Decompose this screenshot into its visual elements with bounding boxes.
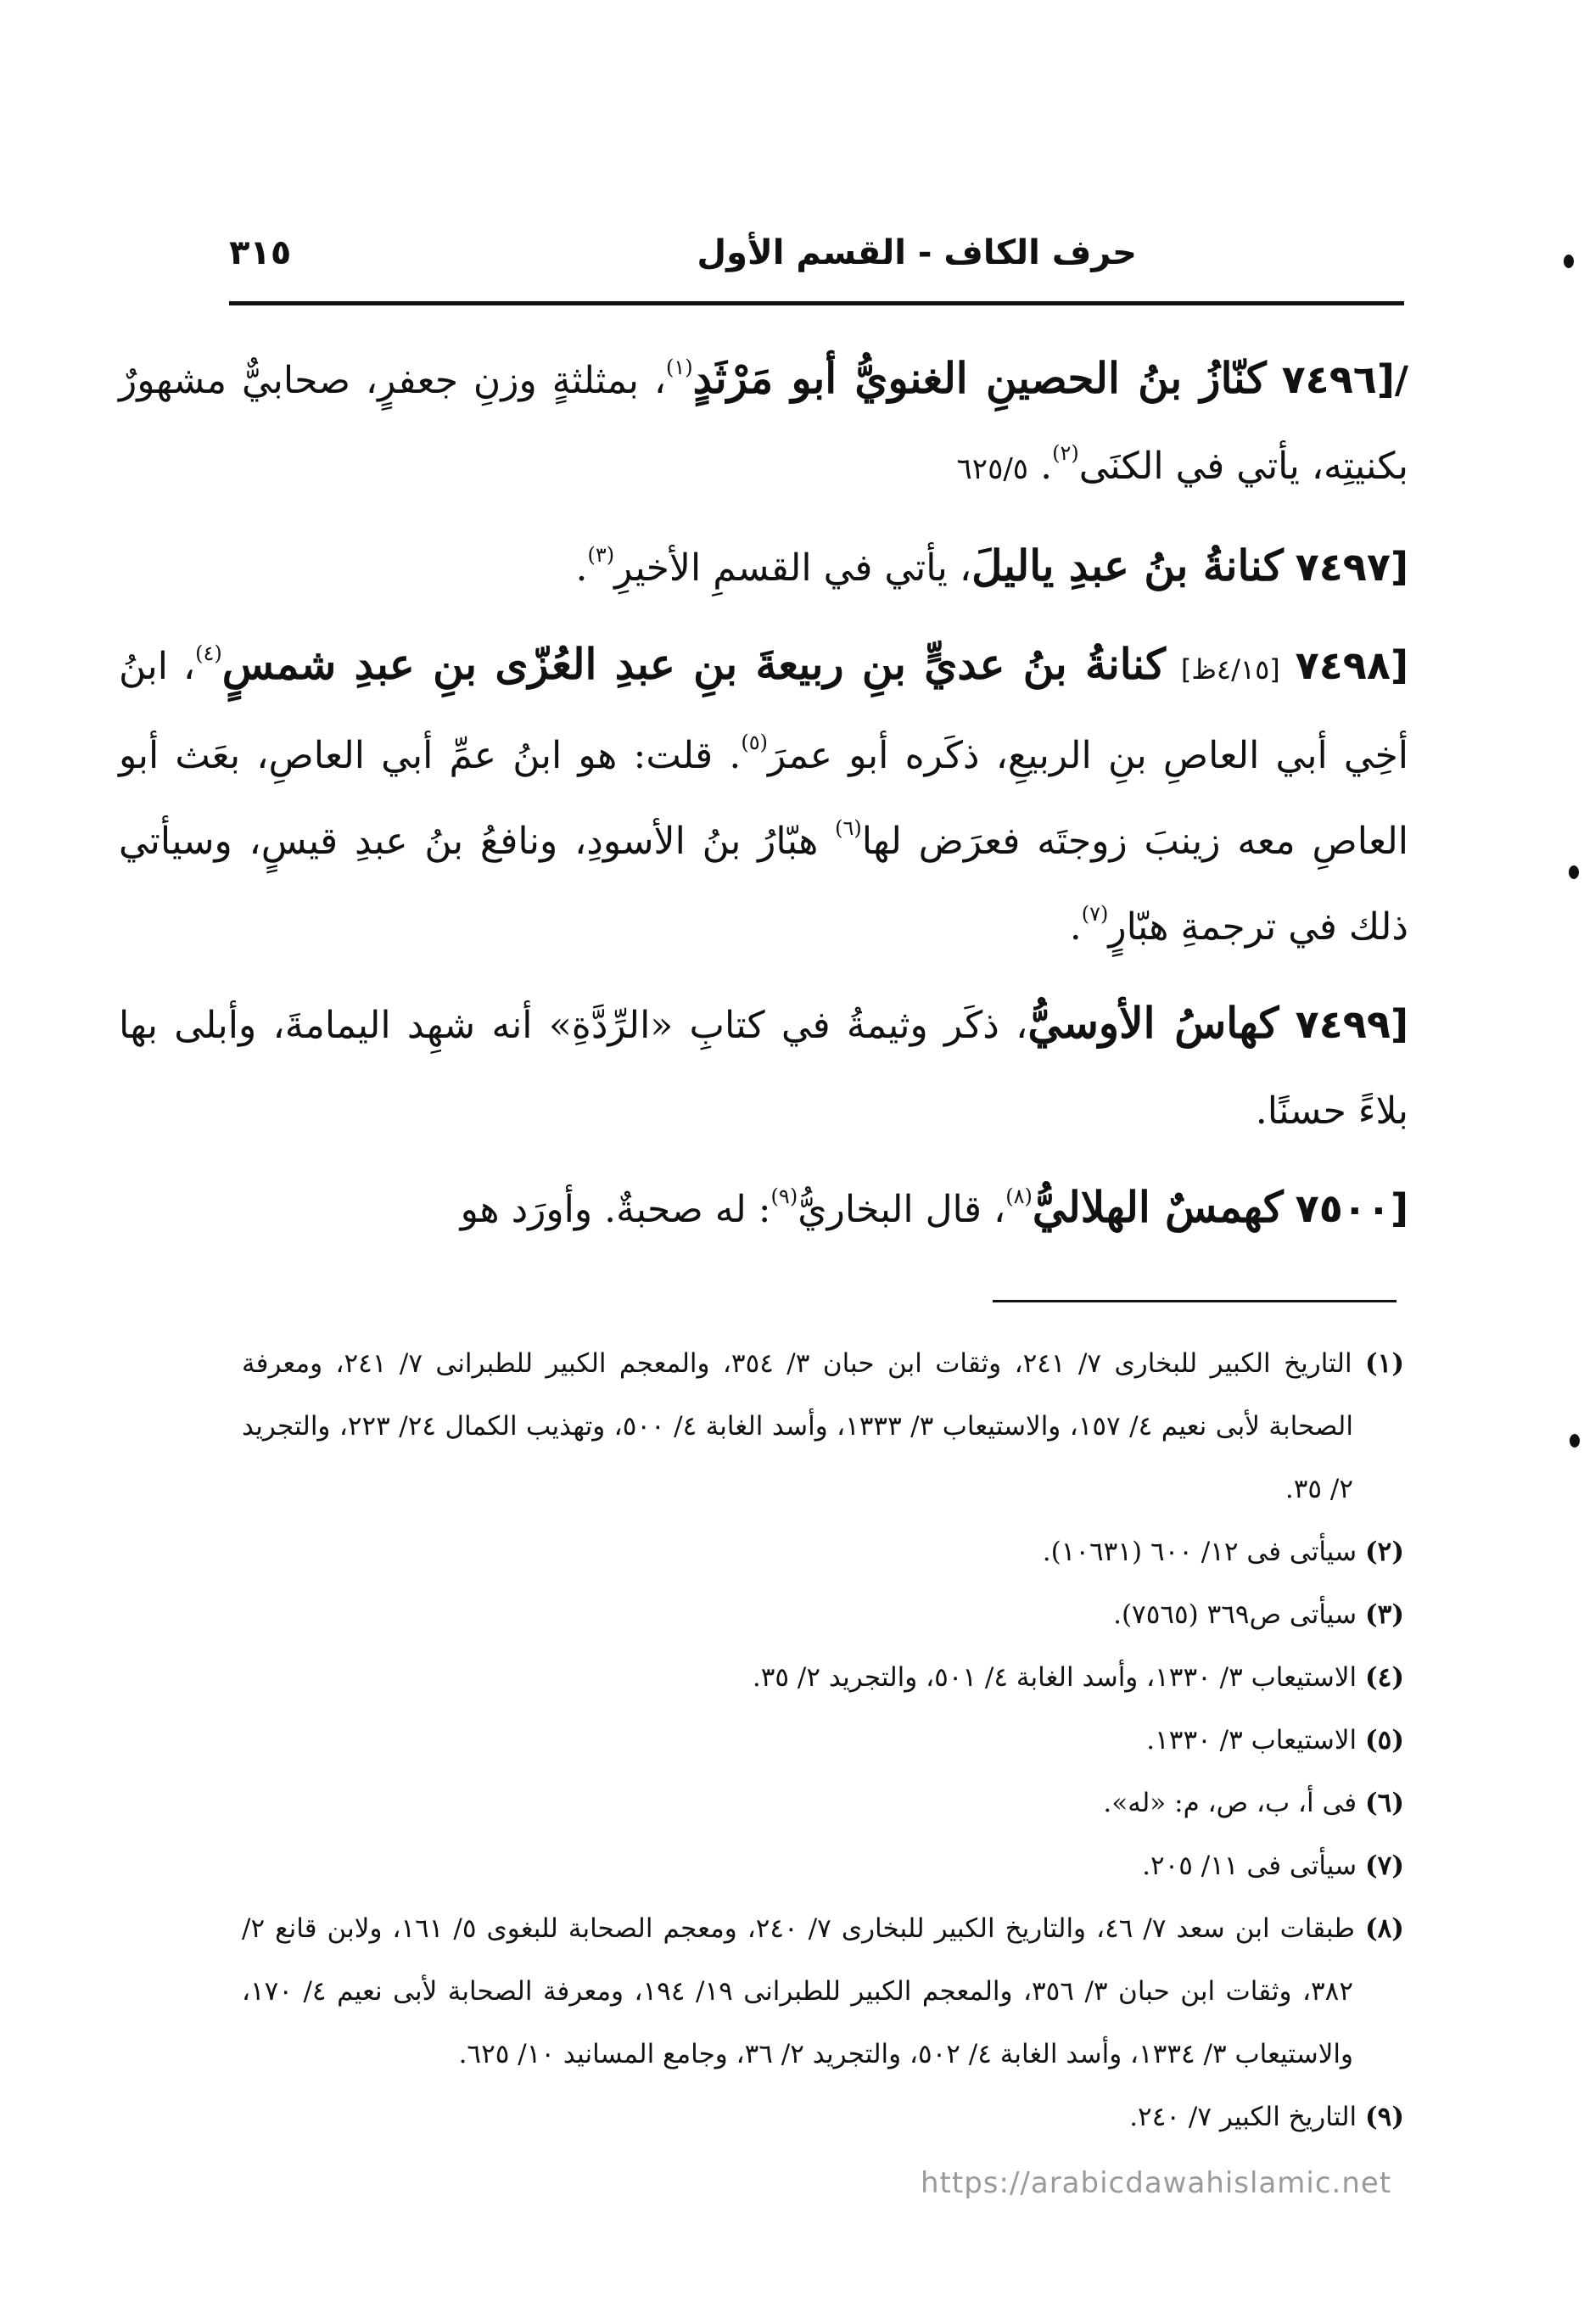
footnote-text: الاستيعاب ٣/ ١٣٣٠، وأسد الغابة ٤/ ٥٠١، والتجريد ٢/ ٣٥. xyxy=(752,1662,1357,1693)
entry-7499 xyxy=(119,980,1408,1154)
footnote-ref: (٥) xyxy=(741,731,769,754)
footnote-text: الاستيعاب ٣/ ١٣٣٠. xyxy=(1146,1725,1357,1756)
entry-text: ، ابنُ أخِي أبي العاصِ بنِ الربيعِ، ذكَره أبو عمرَ xyxy=(119,645,1409,777)
entry-text: ، يأتي في القسمِ الأخيرِ xyxy=(614,546,972,590)
footnote-ref: (٣) xyxy=(587,543,615,567)
footnote-rule xyxy=(993,1300,1396,1302)
footnote-ref: (٩) xyxy=(770,1184,798,1208)
footnote-label: (٣) xyxy=(1365,1599,1404,1630)
footnote-ref: (٤) xyxy=(195,641,222,665)
scan-mark xyxy=(1569,865,1579,879)
footnote-ref: (٦) xyxy=(835,816,862,840)
entry-text: هبّارُ بنُ الأسودِ، ونافعُ بنُ عبدِ قيسٍ، وسيأتي ذلك في ترجمةِ هبّارٍ xyxy=(119,820,1408,949)
footnote-label: (٢) xyxy=(1365,1537,1404,1567)
footnote-5 xyxy=(242,1709,1404,1772)
watermark: https://arabicdawahislamic.net xyxy=(921,2166,1392,2200)
footnote-label: (١) xyxy=(1365,1348,1404,1379)
entry-7496 xyxy=(119,335,1408,512)
entry-name: كنّازُ بنُ الحصينِ الغنويُّ أبو مَرْثَدٍ xyxy=(692,353,1267,403)
footnote-label: (٤) xyxy=(1365,1662,1404,1693)
footnote-text: سيأتى ص٣٦٩ (٧٥٦٥). xyxy=(1113,1599,1357,1630)
page-break-mark: / xyxy=(1394,359,1408,402)
footnote-text: فى أ، ب، ص، م: «له». xyxy=(1103,1788,1357,1818)
footnote-8 xyxy=(242,1897,1404,2086)
footnote-2 xyxy=(242,1520,1404,1583)
footnote-label: (٨) xyxy=(1364,1913,1404,1944)
entry-number: [٧٤٩٧ xyxy=(1295,544,1408,590)
manuscript-ref: [٤/١٥ظ] xyxy=(1180,653,1280,686)
footnote-4 xyxy=(242,1646,1404,1709)
scan-mark xyxy=(1570,1434,1580,1448)
footnote-7 xyxy=(242,1834,1404,1897)
entry-text: . xyxy=(1069,905,1082,949)
entry-name: كهاسُ الأوسيُّ xyxy=(1027,998,1279,1048)
entry-text: . قلت: هو ابنُ عمِّ أبي العاصِ، بعَث أبو العاصِ معه زينبَ زوجتَه فعرَض لها xyxy=(119,734,1408,863)
footnote-label: (٧) xyxy=(1365,1851,1404,1881)
footnote-text: سيأتى فى ١١/ ٢٠٥. xyxy=(1142,1851,1357,1881)
running-title: حرف الكاف - القسم الأول xyxy=(697,233,1137,272)
page-number: ٣١٥ xyxy=(229,233,292,272)
footnote-label: (٦) xyxy=(1365,1788,1404,1818)
entry-name: كنانةُ بنُ عبدِ ياليلَ xyxy=(971,540,1284,591)
footnote-3 xyxy=(242,1583,1404,1646)
footnote-9 xyxy=(242,2086,1404,2148)
entry-7498 xyxy=(119,621,1408,970)
footnote-ref: (١) xyxy=(666,356,693,379)
entry-name: كنانةُ بنُ عديٍّ بنِ ربيعةَ بنِ عبدِ العُزّى بنِ عبدِ شمسٍ xyxy=(221,639,1166,689)
margin-ref: ٦٢٥/٥ xyxy=(956,452,1029,486)
scan-mark xyxy=(1564,255,1574,268)
footnote-ref: (٢) xyxy=(1052,441,1079,465)
footnote-ref: (٨) xyxy=(1005,1184,1033,1208)
entry-number: [٧٥٠٠ xyxy=(1295,1185,1408,1231)
entry-7500 xyxy=(119,1164,1408,1252)
footnote-label: (٩) xyxy=(1365,2102,1404,2132)
footnote-label: (٥) xyxy=(1365,1725,1404,1756)
footnote-text: التاريخ الكبير ٧/ ٢٤٠. xyxy=(1129,2102,1357,2132)
header-rule xyxy=(229,301,1404,305)
entry-text: ، قال البخاريُّ xyxy=(798,1188,1006,1231)
entry-7497 xyxy=(119,523,1408,611)
page-header xyxy=(229,227,1383,287)
entries xyxy=(119,335,1408,1263)
entry-number: [٧٤٩٨ xyxy=(1295,642,1408,688)
entry-text: . xyxy=(1040,445,1053,488)
entry-text: ، ذكَر وثيمةُ في كتابِ «الرِّدَّةِ» أنه شهِد اليمامةَ، وأبلى بها بلاءً حسنًا. xyxy=(119,1004,1408,1133)
entry-number: [٧٤٩٩ xyxy=(1295,1001,1408,1047)
entry-text: . xyxy=(575,546,588,590)
footnote-text: طبقات ابن سعد ٧/ ٤٦، والتاريخ الكبير للبخارى ٧/ ٢٤٠، ومعجم الصحابة للبغوى ٥/ ١٦١، ولابن قانع ٢/ ٣٨٢، وثقات ابن حبان ٣/ ٣٥٦، والمعجم الكبير للطبرانى ١٩/ ١٩٤، ومعرفة الصحابة لأبى نعيم ٤/ ١٧٠، والاستيعاب ٣/ ١٣٣٤، وأسد الغابة ٤/ ٥٠٢، والتجريد ٢/ ٣٦، وجامع المسانيد ١٠/ ٦٢٥. xyxy=(242,1913,1355,2069)
footnote-6 xyxy=(242,1772,1404,1834)
footnote-text: التاريخ الكبير للبخارى ٧/ ٢٤١، وثقات ابن حبان ٣/ ٣٥٤، والمعجم الكبير للطبرانى ٧/ ٢٤١، ومعرفة الصحابة لأبى نعيم ٤/ ١٥٧، والاستيعاب ٣/ ١٣٣٣، وأسد الغابة ٤/ ٥٠٠، وتهذيب الكمال ٢٤/ ٢٢٣، والتجريد ٢/ ٣٥. xyxy=(242,1348,1353,1504)
entry-name: كهمسٌ الهلاليُّ xyxy=(1032,1182,1284,1232)
footnote-1 xyxy=(242,1332,1404,1520)
entry-number: [٧٤٩٦ xyxy=(1281,356,1395,402)
footnote-ref: (٧) xyxy=(1081,902,1109,926)
entry-text: ، بمثلثةٍ وزنِ جعفرٍ، صحابيٌّ مشهورٌ بكنيتِه، يأتي في الكنَى xyxy=(119,359,1408,488)
footnote-text: سيأتى فى ١٢/ ٦٠٠ (١٠٦٣١). xyxy=(1042,1537,1357,1567)
entry-text: : له صحبةٌ. وأورَد هو xyxy=(460,1188,771,1231)
footnotes xyxy=(242,1332,1404,2148)
